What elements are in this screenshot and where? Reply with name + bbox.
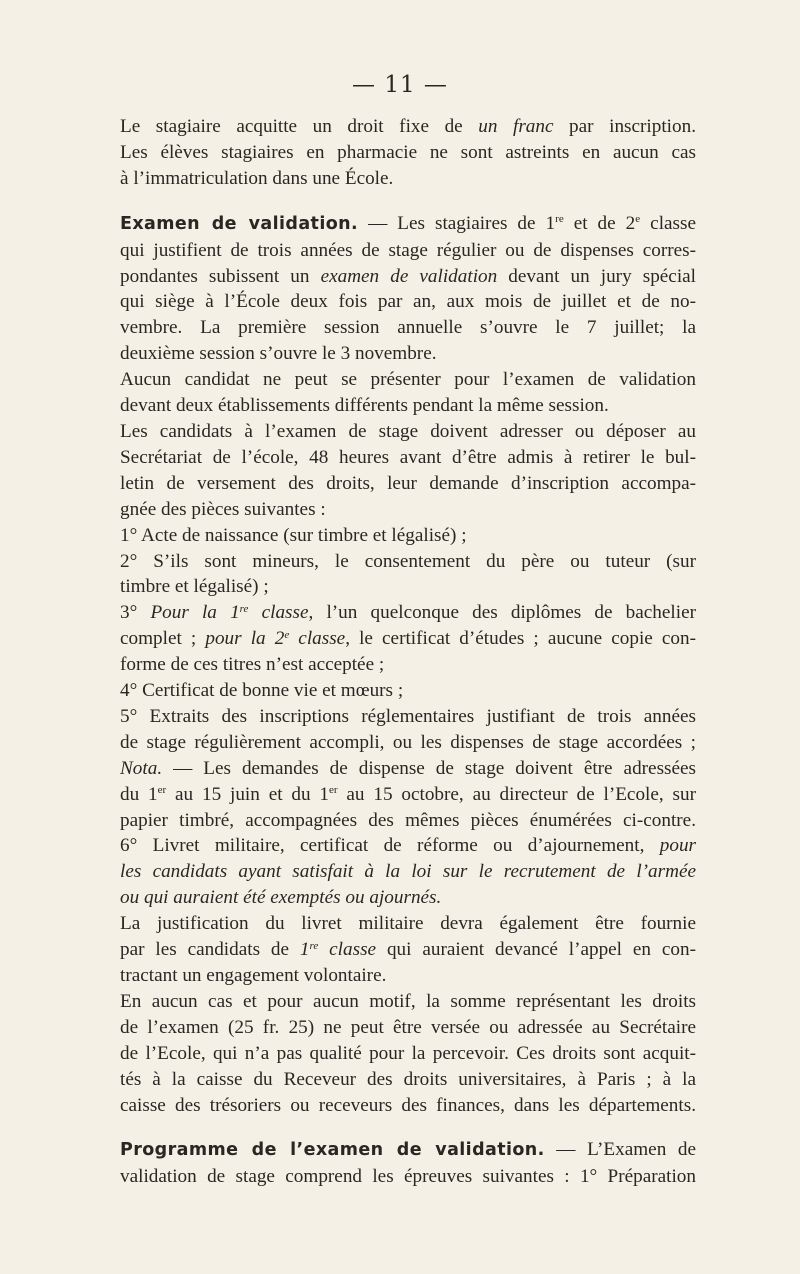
page-number: — 11 — [352, 72, 448, 98]
text-line: Aucun candidat ne peut se présenter pour l’examen de validation [120, 369, 696, 391]
text-line: les candidats ayant satisfait à la loi sur le recrutement de l’armée [120, 861, 696, 883]
text-line: validation de stage comprend les épreuves suivantes : 1° Préparation [120, 1166, 696, 1188]
text-line: tractant un engagement volontaire. [120, 965, 387, 986]
text-line: vembre. La première session annuelle s’ouvre le 7 juillet; la [120, 317, 696, 339]
text-line: de l’examen (25 fr. 25) ne peut être versée ou adressée au Secrétaire [120, 1016, 696, 1038]
text-line: 6° Livret militaire, certificat de réforme ou d’ajournement, pour [120, 835, 696, 857]
text-line: papier timbré, accompagnées des mêmes pièces énumérées ci-contre. [120, 809, 696, 831]
text-line: 3° Pour la 1re classe, l’un quelconque des diplômes de bachelier [120, 602, 696, 624]
text-line: complet ; pour la 2e classe, le certificat d’études ; aucune copie con- [120, 628, 696, 650]
text-line: 1° Acte de naissance (sur timbre et légalisé) ; [120, 524, 467, 546]
text-line: deuxième session s’ouvre le 3 novembre. [120, 343, 437, 365]
text-line: Le stagiaire acquitte un droit fixe de un franc par inscription. [120, 116, 696, 137]
text-line: à l’immatriculation dans une École. [120, 167, 394, 189]
text-line: La justification du livret militaire devra également être fournie [120, 913, 696, 935]
text-line: de stage régulièrement accompli, ou les dispenses de stage accordées ; [120, 731, 696, 753]
text-line: forme de ces titres n’est acceptée ; [120, 654, 385, 676]
text-line: 4° Certificat de bonne vie et mœurs ; [120, 680, 404, 702]
text-line: 2° S’ils sont mineurs, le consentement du père ou tuteur (sur [120, 550, 696, 572]
text-line: qui siège à l’École deux fois par an, aux mois de juillet et de no- [120, 291, 696, 313]
page-text [120, 114, 696, 1190]
paragraph-gap [120, 1118, 696, 1137]
text-line: devant deux établissements différents pendant la même session. [120, 395, 609, 417]
text-line: Les candidats à l’examen de stage doivent adresser ou déposer au [120, 420, 696, 442]
text-line: letin de versement des droits, leur demande d’inscription accompa- [120, 472, 696, 494]
text-line: tés à la caisse du Receveur des droits universitaires, à Paris ; à la [120, 1068, 696, 1090]
text-line: du 1er au 15 juin et du 1er au 15 octobre, au directeur de l’Ecole, sur [120, 783, 696, 805]
text-line: 5° Extraits des inscriptions réglementaires justifiant de trois années [120, 705, 696, 727]
text-line: gnée des pièces suivantes : [120, 498, 326, 520]
text-line: Les élèves stagiaires en pharmacie ne sont astreints en aucun cas [120, 141, 696, 163]
text-line: Nota. — Les demandes de dispense de stage doivent être adressées [120, 757, 696, 779]
text-line: Programme de l’examen de validation. — L’Examen de [120, 1139, 696, 1161]
text-line: Examen de validation. — Les stagiaires de 1re et de 2e classe [120, 212, 696, 234]
text-line: caisse des trésoriers ou receveurs des finances, dans les départements. [120, 1094, 696, 1116]
text-line: de l’Ecole, qui n’a pas qualité pour la percevoir. Ces droits sont acquit- [120, 1042, 696, 1064]
paragraph-gap [120, 192, 696, 211]
text-line: par les candidats de 1re classe qui auraient devancé l’appel en con- [120, 939, 696, 961]
section-heading: Programme de l’examen de validation. [120, 1140, 545, 1161]
section-heading: Examen de validation. [120, 213, 359, 234]
text-line: qui justifient de trois années de stage régulier ou de dispenses corres- [120, 239, 696, 261]
text-line: timbre et légalisé) ; [120, 576, 269, 598]
text-line: pondantes subissent un examen de validation devant un jury spécial [120, 265, 696, 287]
text-line: En aucun cas et pour aucun motif, la somme représentant les droits [120, 990, 696, 1012]
text-line: Secrétariat de l’école, 48 heures avant d’être admis à retirer le bul- [120, 446, 696, 468]
text-line: ou qui auraient été exemptés ou ajournés. [120, 887, 442, 909]
